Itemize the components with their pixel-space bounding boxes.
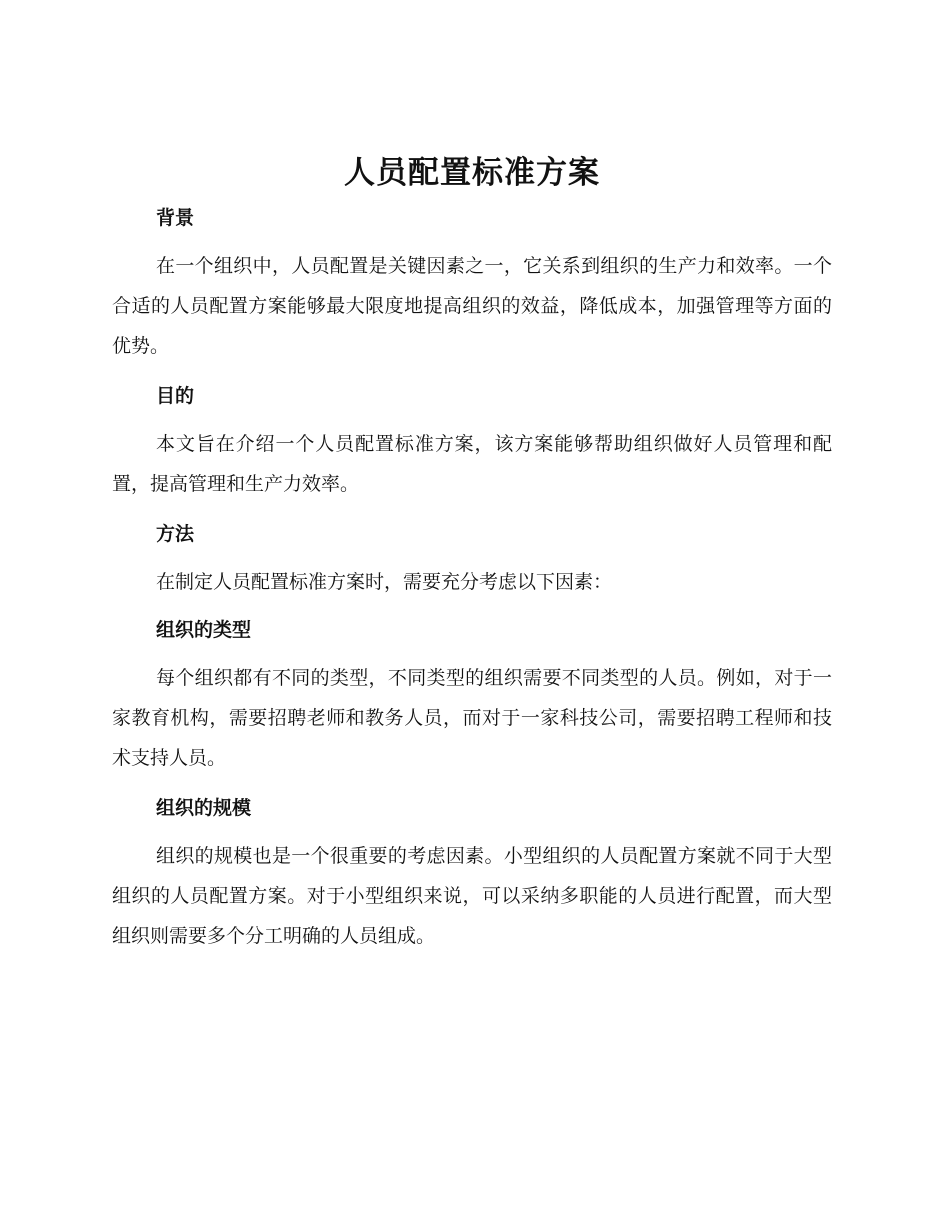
section-heading-method: 方法 bbox=[156, 523, 195, 545]
section-heading-background: 背景 bbox=[156, 207, 195, 229]
section-heading-org-type: 组织的类型 bbox=[156, 619, 252, 641]
section-heading-purpose: 目的 bbox=[156, 385, 195, 407]
paragraph-purpose: 本文旨在介绍一个人员配置标准方案，该方案能够帮助组织做好人员管理和配置，提高管理和生产力效率。 bbox=[112, 433, 832, 495]
paragraph-background: 在一个组织中，人员配置是关键因素之一，它关系到组织的生产力和效率。一个合适的人员配置方案能够最大限度地提高组织的效益，降低成本，加强管理等方面的优势。 bbox=[112, 255, 832, 357]
paragraph-org-type: 每个组织都有不同的类型，不同类型的组织需要不同类型的人员。例如，对于一家教育机构，需要招聘老师和教务人员，而对于一家科技公司，需要招聘工程师和技术支持人员。 bbox=[112, 667, 832, 769]
paragraph-method: 在制定人员配置标准方案时，需要充分考虑以下因素： bbox=[156, 571, 613, 593]
paragraph-org-scale: 组织的规模也是一个很重要的考虑因素。小型组织的人员配置方案就不同于大型组织的人员配置方案。对于小型组织来说，可以采纳多职能的人员进行配置，而大型组织则需要多个分工明确的人员组成。 bbox=[112, 845, 832, 947]
section-heading-org-scale: 组织的规模 bbox=[156, 797, 252, 819]
document-body bbox=[112, 148, 832, 970]
document-title: 人员配置标准方案 bbox=[344, 155, 600, 191]
